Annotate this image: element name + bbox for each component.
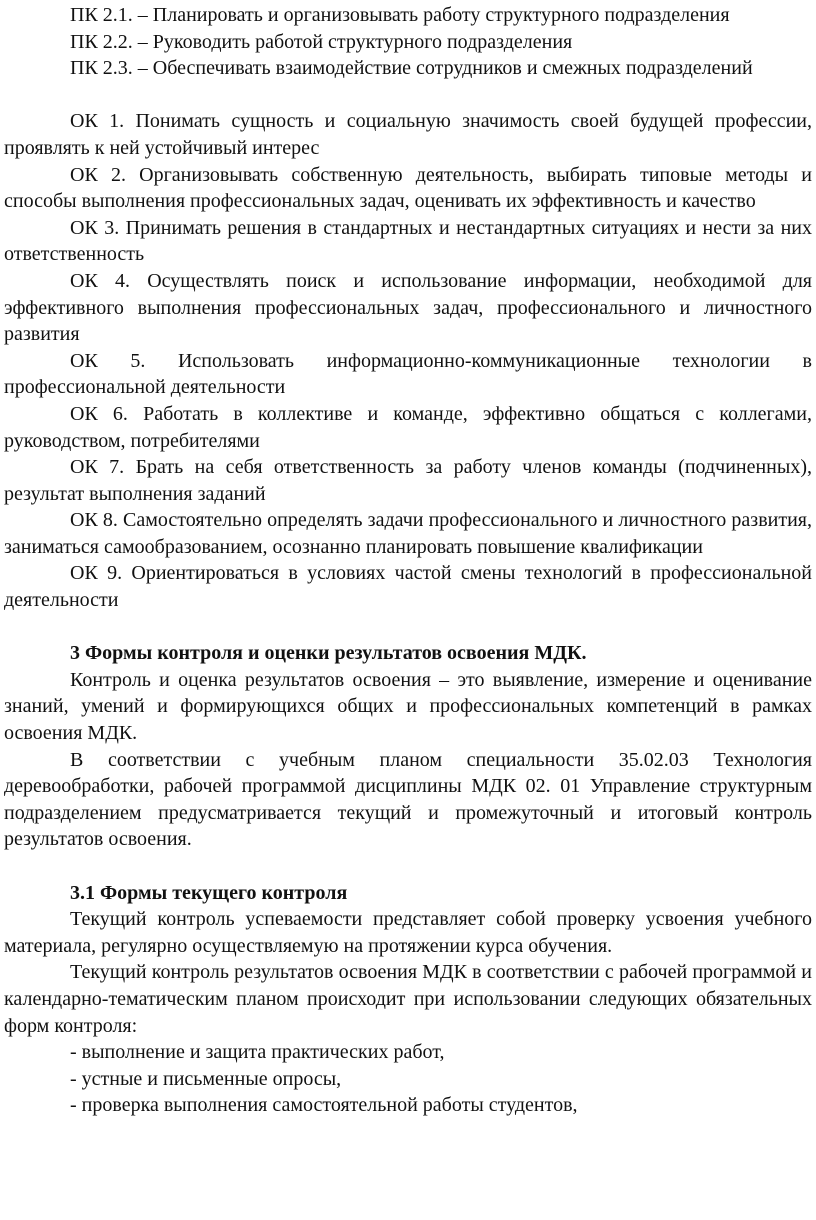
spacer [4, 614, 812, 641]
ok-item-9: ОК 9. Ориентироваться в условиях частой смены технологий в профессиональной деятельности [4, 562, 812, 612]
pk-item-2-3: ПК 2.3. – Обеспечивать взаимодействие сотрудников и смежных подразделений [70, 57, 753, 80]
section-3-1-paragraph: Текущий контроль успеваемости представляет собой проверку усвоения учебного материала, регулярно осуществляемую на протяжении курса обучения. [4, 908, 812, 957]
section-3-1-heading: 3.1 Формы текущего контроля [70, 881, 348, 904]
pk-item-2-1: ПК 2.1. – Планировать и организовывать работу структурного подразделения [70, 4, 730, 26]
section-3-1-paragraph: Текущий контроль результатов освоения МДК в соответствии с рабочей программой и календарно-тематическим планом происходит при использовании следующих обязательных форм контроля: [4, 961, 812, 1037]
ok-item-6: ОК 6. Работать в коллективе и команде, эффективно общаться с коллегами, руководством, потребителями [4, 402, 812, 452]
section-3-heading: 3 Формы контроля и оценки результатов освоения МДК. [70, 642, 587, 665]
ok-item-3: ОК 3. Принимать решения в стандартных и нестандартных ситуациях и нести за них ответственность [4, 216, 812, 266]
ok-item-7: ОК 7. Брать на себя ответственность за работу членов команды (подчиненных), результат выполнения заданий [4, 456, 812, 505]
list-item: - устные и письменные опросы, [70, 1067, 342, 1090]
ok-item-1: ОК 1. Понимать сущность и социальную значимость своей будущей профессии, проявлять к ней устойчивый интерес [4, 110, 812, 159]
spacer [4, 853, 812, 880]
ok-item-8: ОК 8. Самостоятельно определять задачи профессионального и личностного развития, заниматься самообразованием, осознанно планировать повышение квалификации [4, 509, 812, 558]
pk-item-2-2: ПК 2.2. – Руководить работой структурного подразделения [70, 30, 573, 53]
section-3-paragraph: Контроль и оценка результатов освоения – это выявление, измерение и оценивание знаний, умений и формирующихся общих и профессиональных компетенций в рамках освоения МДК. [4, 668, 812, 745]
spacer [4, 82, 812, 109]
list-item: - выполнение и защита практических работ, [70, 1041, 445, 1064]
section-3-paragraph: В соответствии с учебным планом специальности 35.02.03 Технология деревообработки, рабочей программой дисциплины МДК 02. 01 Управление структурным подразделением предусматривается текущий и промежуточный и итоговый контроль результатов освоения. [4, 748, 812, 851]
ok-item-2: ОК 2. Организовывать собственную деятельность, выбирать типовые методы и способы выполнения профессиональных задач, оценивать их эффективность и качество [4, 163, 812, 213]
ok-item-5: ОК 5. Использовать информационно-коммуникационные технологии в профессиональной деятельности [4, 349, 812, 399]
ok-item-4: ОК 4. Осуществлять поиск и использование информации, необходимой для эффективного выполнения профессиональных задач, профессионального и личностного развития [4, 269, 812, 346]
list-item: - проверка выполнения самостоятельной работы студентов, [70, 1094, 578, 1117]
